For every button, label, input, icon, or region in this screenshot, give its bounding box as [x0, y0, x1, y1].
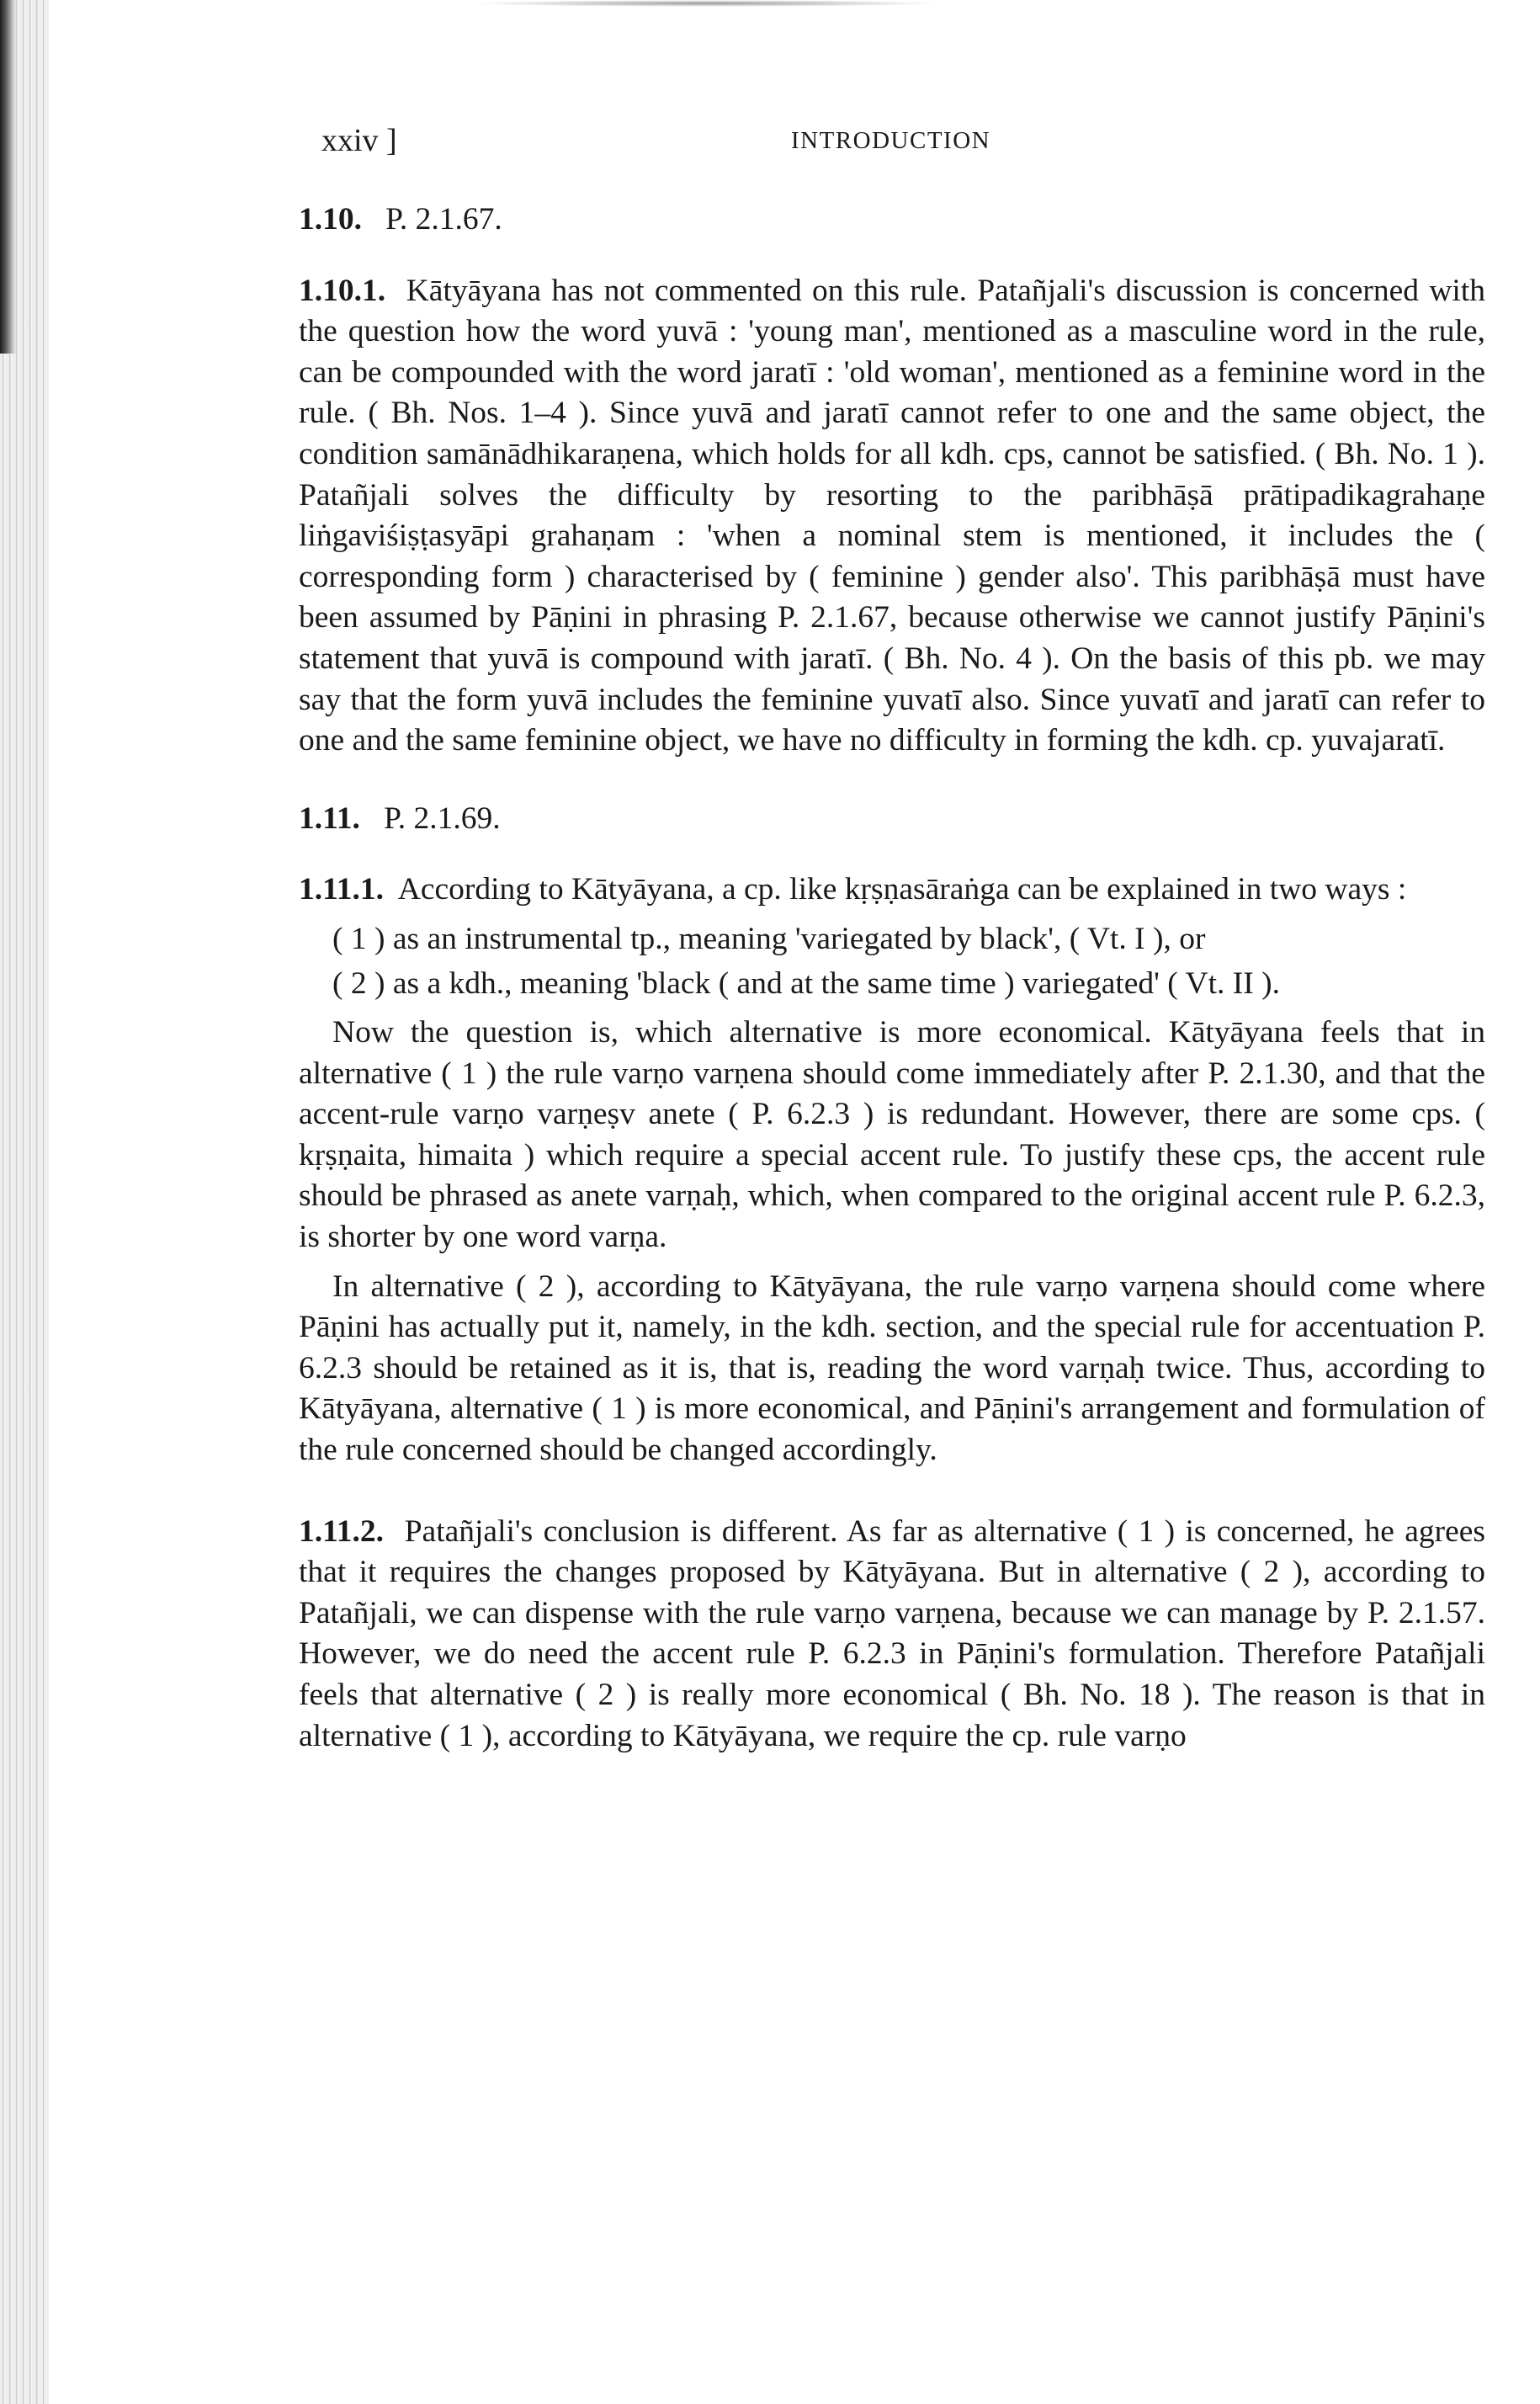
section-ref-1-11 [299, 799, 1485, 840]
paragraph-1-11-2 [299, 1512, 1485, 1758]
paragraph-alternative-2: In alternative ( 2 ), according to Kātyāyana, the rule varṇo varṇena should come where Pāṇini has actually put it, namely, in the kdh. section, and the special rule for accentuation P. 6.2.3 should be retained as it is, that is, reading the word varṇaḥ twice. Thus, according to Kātyāyana, alternative ( 1 ) is more economical, and Pāṇini's arrangement and formulation of the rule concerned should be changed accordingly. [299, 1268, 1485, 1468]
paragraph-text: Kātyāyana has not commented on this rule. Patañjali's discussion is concerned with the question how the word yuvā : 'young man', mentioned as a masculine word in the rule, can be compounded with the word jaratī : 'old woman', mentioned as a feminine word in the rule. ( Bh. Nos. 1–4 ). Since yuvā and jaratī cannot refer to one and the same object, the condition samānādhikaraṇena, which holds for all kdh. cps, cannot be satisfied. ( Bh. No. 1 ). Patañjali solves the difficulty by resorting to the paribhāṣā prātipadikagrahaṇe liṅgaviśiṣṭasyāpi grahaṇam : 'when a nominal stem is mentioned, it includes the ( corresponding form ) characterised by ( feminine ) gender also'. This paribhāṣā must have been assumed by Pāṇini in phrasing P. 2.1.67, because otherwise we cannot justify Pāṇini's statement that yuvā is compound with jaratī. ( Bh. No. 4 ). On the basis of this pb. we may say that the form yuvā includes the feminine yuvatī also. Since yuvatī and jaratī can refer to one and the same feminine object, we have no difficulty in forming the kdh. cp. yuvajaratī. [299, 273, 1486, 758]
paragraph-text: Patañjali's conclusion is different. As far as alternative ( 1 ) is concerned, he agrees that it requires the changes proposed by Kātyāyana. But in alternative ( 2 ), according to Patañjali, we can dispense with the rule varṇo varṇena, because we can manage by P. 2.1.57. However, we do need the accent rule P. 6.2.3 in Pāṇini's formulation. Therefore Patañjali feels that alternative ( 2 ) is really more economical ( Bh. No. 18 ). The reason is that in alternative ( 1 ), according to Kātyāyana, we require the cp. rule varṇo [299, 1513, 1486, 1753]
alternative-1: ( 1 ) as an instrumental tp., meaning 'variegated by black', ( Vt. I ), or [332, 921, 1206, 956]
page-number: xxiv ] [321, 123, 397, 158]
section-number: 1.10. [299, 202, 362, 237]
section-ref-1-10 [299, 199, 1485, 241]
rule-reference: P. 2.1.69. [384, 800, 501, 836]
alternative-2: ( 2 ) as a kdh., meaning 'black ( and at the same time ) variegated' ( Vt. II ). [332, 965, 1280, 1001]
book-spine-shadow [0, 0, 49, 2404]
page-body [299, 114, 1485, 1757]
paragraph-1-11-1 [299, 870, 1485, 911]
paragraph-1-10-1 [299, 271, 1485, 762]
paragraph-number: 1.11.1. [299, 872, 385, 907]
page-header [299, 114, 1485, 168]
rule-reference: P. 2.1.67. [385, 202, 502, 237]
section-number: 1.11. [299, 800, 360, 836]
paragraph-economy: Now the question is, which alternative is more economical. Kātyāyana feels that in alternative ( 1 ) the rule varṇo varṇena should come immediately after P. 2.1.30, and that the accent-rule varṇo varṇeṣv anete ( P. 6.2.3 ) is redundant. However, there are some cps. ( kṛṣṇaita, himaita ) which require a special accent rule. To justify these cps, the accent rule should be phrased as anete varṇaḥ, which, when compared to the original accent rule P. 6.2.3, is shorter by one word varṇa. [299, 1015, 1485, 1255]
paragraph-number: 1.11.2. [299, 1513, 385, 1549]
paragraph-number: 1.10.1. [299, 273, 386, 308]
scan-smudge [471, 0, 943, 7]
running-title: INTRODUCTION [791, 127, 991, 154]
paragraph-text: According to Kātyāyana, a cp. like kṛṣṇasāraṅga can be explained in two ways : [397, 872, 1407, 907]
